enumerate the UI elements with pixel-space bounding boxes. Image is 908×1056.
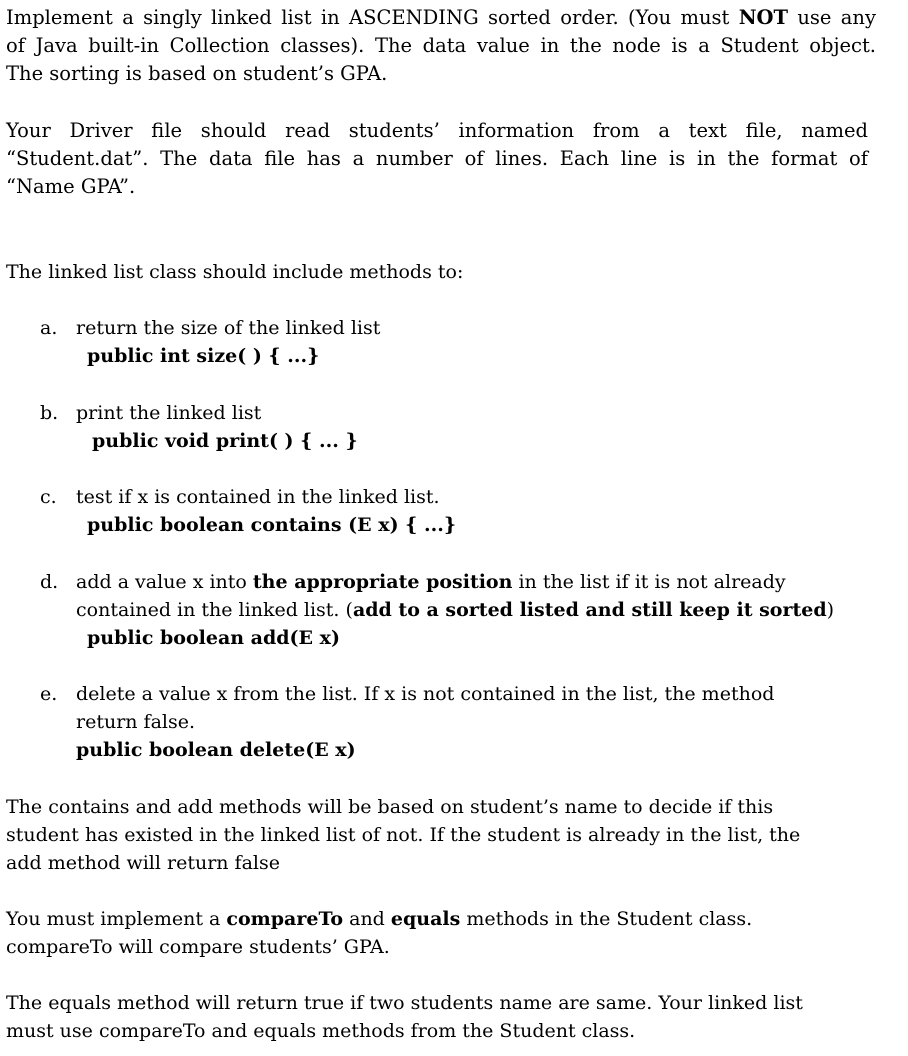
method-description-continued: [76, 596, 834, 624]
add-desc-tail: in the list if it is not already: [512, 571, 786, 593]
compare-note-line-2: compareTo will compare students’ GPA.: [6, 936, 390, 958]
equals-note-line-2: must use compareTo and equals methods from the Student class.: [6, 1020, 636, 1042]
driver-line-3: “Name GPA”.: [6, 175, 136, 198]
add-desc2-emphasis: add to a sorted listed and still keep it sorted: [352, 599, 827, 621]
intro-line-3: The sorting is based on student’s GPA.: [6, 62, 388, 85]
list-marker: d.: [40, 571, 59, 593]
compare-note-tail: methods in the Student class.: [460, 908, 753, 930]
method-signature: public boolean delete(E x): [76, 739, 356, 761]
method-description: return the size of the linked list: [76, 317, 381, 339]
add-desc2-text: contained in the linked list. (: [76, 599, 353, 621]
add-desc2-tail: ): [826, 599, 835, 621]
list-marker: b.: [40, 402, 59, 424]
method-signature: public int size( ) { ...}: [87, 345, 320, 367]
method-description: test if x is contained in the linked list.: [76, 486, 440, 508]
list-marker: a.: [40, 317, 58, 339]
method-description: print the linked list: [76, 402, 262, 424]
list-marker: c.: [40, 486, 57, 508]
method-description: [76, 568, 786, 596]
compare-note-line-1: [6, 905, 752, 933]
method-description: delete a value x from the list. If x is not contained in the list, the method: [76, 683, 775, 705]
methods-intro: The linked list class should include methods to:: [6, 261, 464, 283]
intro-line-1-text: Implement a singly linked list in ASCENDING sorted order. (You must: [6, 6, 739, 29]
add-desc-emphasis: the appropriate position: [252, 571, 513, 593]
intro-line-1: [6, 4, 876, 32]
equals-note-line-1: The equals method will return true if two students name are same. Your linked list: [6, 992, 803, 1014]
equals-emphasis: equals: [390, 908, 461, 930]
intro-line-2: of Java built-in Collection classes). The data value in the node is a Student object.: [6, 34, 876, 57]
driver-line-1: Your Driver file should read students’ information from a text file, named: [6, 119, 868, 142]
compareto-emphasis: compareTo: [226, 908, 344, 930]
contains-note-line-3: add method will return false: [6, 852, 280, 874]
contains-note-line-1: The contains and add methods will be based on student’s name to decide if this: [6, 796, 774, 818]
method-signature: public boolean contains (E x) { ...}: [87, 514, 457, 536]
equals-note: [6, 989, 803, 1045]
add-desc-text: add a value x into: [76, 571, 253, 593]
compare-note: [6, 905, 752, 961]
intro-not-emphasis: NOT: [738, 6, 789, 29]
compare-note-text: You must implement a: [6, 908, 227, 930]
driver-line-2: “Student.dat”. The data file has a number of lines. Each line is in the format of: [6, 147, 868, 170]
contains-note: [6, 793, 800, 877]
method-description-continued: return false.: [76, 711, 196, 733]
intro-paragraph: [6, 4, 876, 88]
intro-line-1-tail: use any: [788, 6, 876, 29]
contains-note-line-2: student has existed in the linked list of not. If the student is already in the list, the: [6, 824, 801, 846]
list-marker: e.: [40, 683, 58, 705]
method-signature: public void print( ) { ... }: [92, 430, 358, 452]
compare-note-and: and: [343, 908, 391, 930]
method-signature: public boolean add(E x): [87, 627, 340, 649]
driver-paragraph: [6, 117, 868, 201]
